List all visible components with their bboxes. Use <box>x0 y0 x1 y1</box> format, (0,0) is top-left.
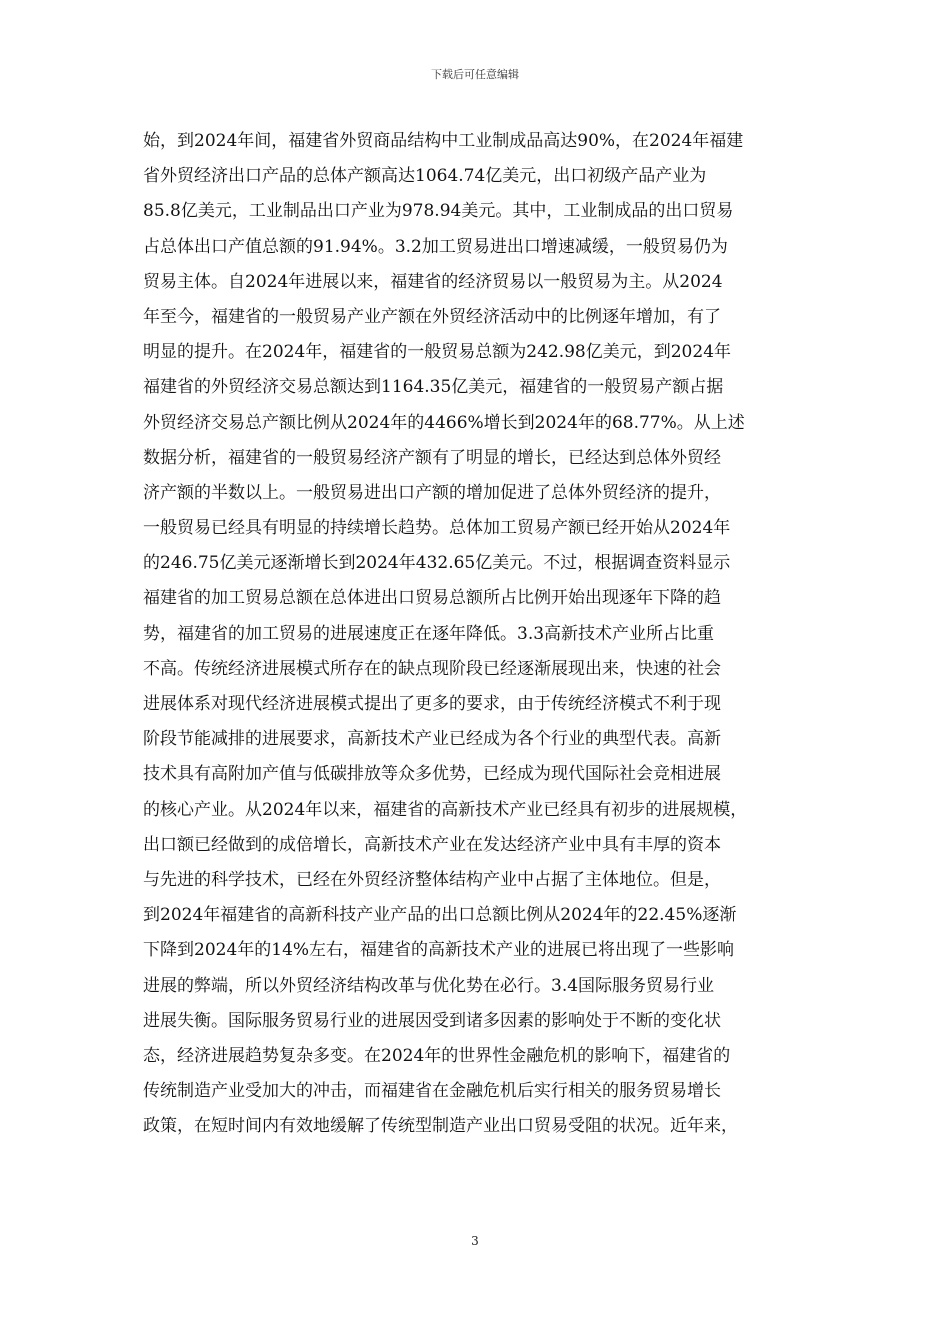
page-header: 下载后可任意编辑 <box>431 68 519 81</box>
text-line: 进展的弊端，所以外贸经济结构改革与优化势在必行。3.4国际服务贸易行业 <box>143 975 715 996</box>
text-line: 明显的提升。在2024年，福建省的一般贸易总额为242.98亿美元，到2024年 <box>143 342 732 363</box>
text-line: 态，经济进展趋势复杂多变。在2024年的世界性金融危机的影响下，福建省的 <box>143 1045 731 1066</box>
text-line: 始，到2024年间，福建省外贸商品结构中工业制成品高达90%，在2024年福建 <box>143 131 744 151</box>
text-line: 技术具有高附加产值与低碳排放等众多优势，已经成为现代国际社会竞相进展 <box>143 764 721 785</box>
text-line: 阶段节能减排的进展要求，高新技术产业已经成为各个行业的典型代表。高新 <box>143 729 721 750</box>
text-line: 年至今，福建省的一般贸易产业产额在外贸经济活动中的比例逐年增加，有了 <box>143 306 721 327</box>
text-line: 85.8亿美元，工业制品出口产业为978.94美元。其中，工业制成品的出口贸易 <box>143 201 734 222</box>
text-line: 势，福建省的加工贸易的进展速度正在逐年降低。3.3高新技术产业所占比重 <box>143 623 715 644</box>
text-line: 不高。传统经济进展模式所存在的缺点现阶段已经逐渐展现出来，快速的社会 <box>143 658 721 679</box>
text-line: 传统制造产业受加大的冲击，而福建省在金融危机后实行相关的服务贸易增长 <box>143 1081 721 1102</box>
text-line: 济产额的半数以上。一般贸易进出口产额的增加促进了总体外贸经济的提升， <box>143 482 721 503</box>
text-line: 到2024年福建省的高新科技产业产品的出口总额比例从2024年的22.45%逐渐 <box>143 905 737 926</box>
text-line: 出口额已经做到的成倍增长，高新技术产业在发达经济产业中具有丰厚的资本 <box>143 834 721 855</box>
text-line: 省外贸经济出口产品的总体产额高达1064.74亿美元，出口初级产品产业为 <box>143 166 707 187</box>
text-line: 贸易主体。自2024年进展以来，福建省的经济贸易以一般贸易为主。从2024 <box>143 271 723 292</box>
text-line: 与先进的科学技术，已经在外贸经济整体结构产业中占据了主体地位。但是， <box>143 869 721 890</box>
text-line: 福建省的加工贸易总额在总体进出口贸易总额所占比例开始出现逐年下降的趋 <box>143 588 721 609</box>
text-line: 进展体系对现代经济进展模式提出了更多的要求，由于传统经济模式不利于现 <box>143 694 721 714</box>
text-line: 进展失衡。国际服务贸易行业的进展因受到诸多因素的影响处于不断的变化状 <box>143 1010 721 1031</box>
text-line: 的核心产业。从2024年以来，福建省的高新技术产业已经具有初步的进展规模， <box>143 799 748 820</box>
text-line: 数据分析，福建省的一般贸易经济产额有了明显的增长，已经达到总体外贸经 <box>143 447 721 468</box>
text-line: 下降到2024年的14%左右，福建省的高新技术产业的进展已将出现了一些影响 <box>143 940 735 961</box>
text-line: 政策，在短时间内有效地缓解了传统型制造产业出口贸易受阻的状况。近年来， <box>143 1116 738 1137</box>
text-line: 占总体出口产值总额的91.94%。3.2加工贸易进出口增速减缓，一般贸易仍为 <box>143 236 728 257</box>
body-text <box>143 124 823 1144</box>
text-line: 福建省的外贸经济交易总额达到1164.35亿美元，福建省的一般贸易产额占据 <box>143 377 724 398</box>
text-line: 一般贸易已经具有明显的持续增长趋势。总体加工贸易产额已经开始从2024年 <box>143 518 731 539</box>
text-line: 外贸经济交易总产额比例从2024年的4466%增长到2024年的68.77%。从上述 <box>143 412 745 433</box>
page-number: 3 <box>471 1234 479 1248</box>
text-line: 的246.75亿美元逐渐增长到2024年432.65亿美元。不过，根据调查资料显示 <box>143 553 731 574</box>
